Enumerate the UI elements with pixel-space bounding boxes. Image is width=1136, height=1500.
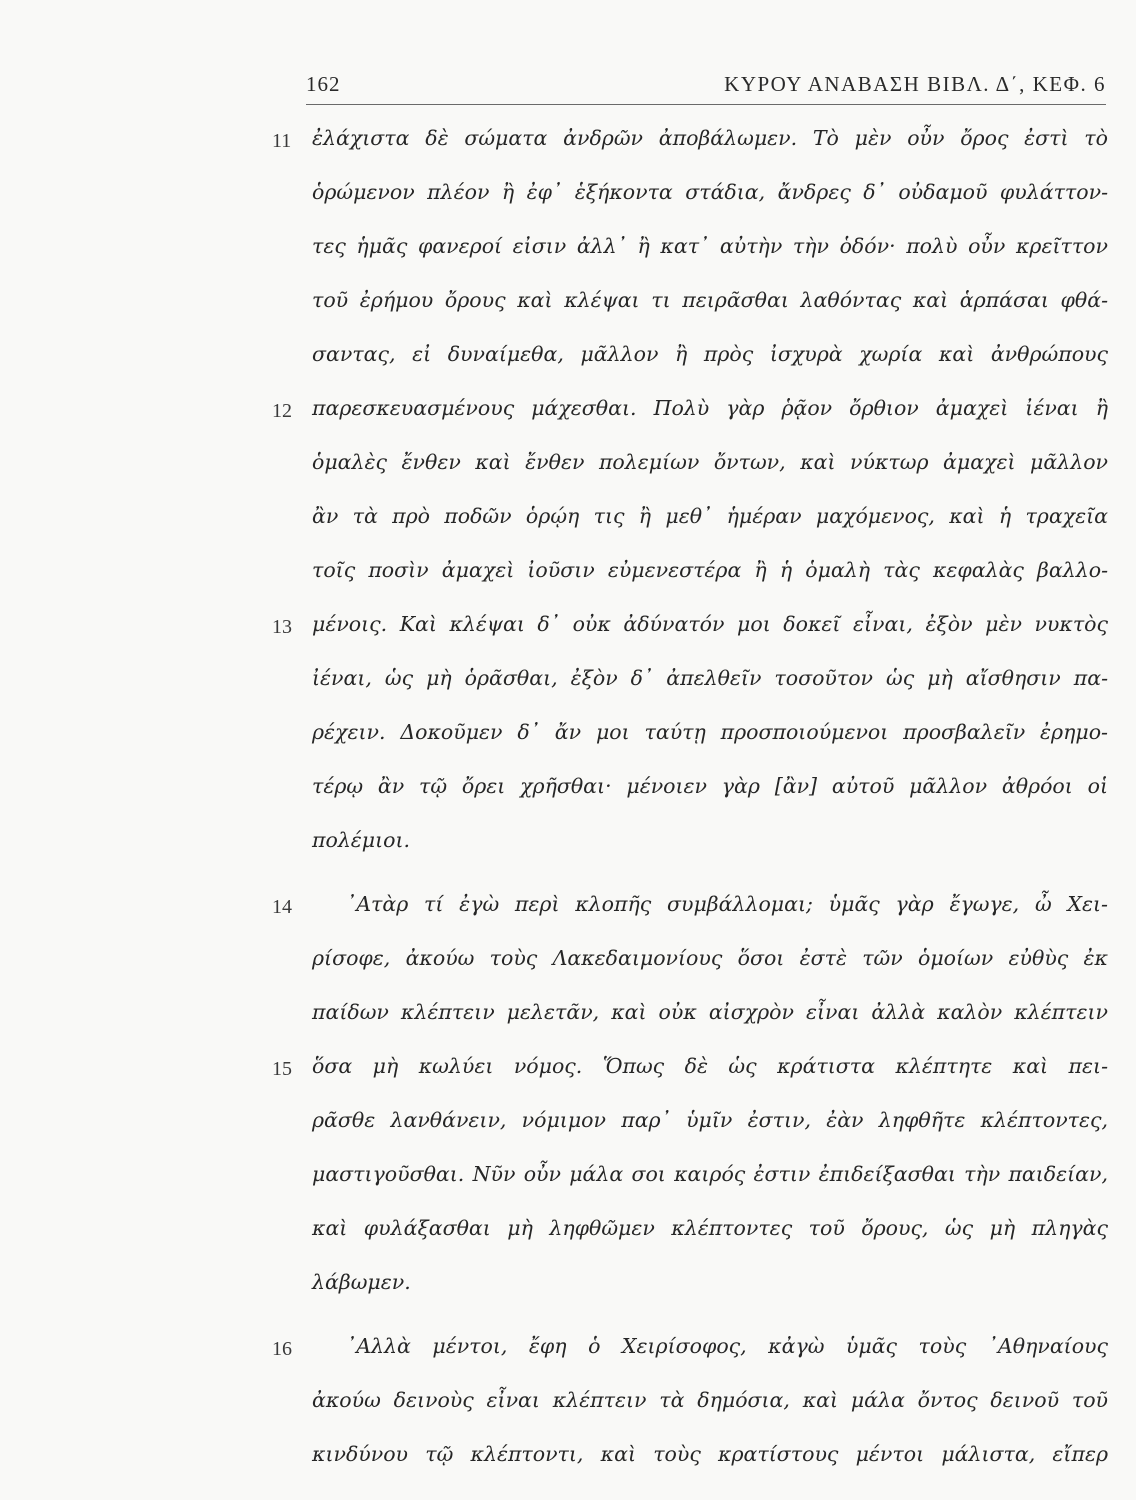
text-line	[0, 396, 1136, 454]
line-text: ὁμαλὲς ἔνθεν καὶ ἔνθεν πολεμίων ὄντων, καὶ νύκτωρ ἀμαχεὶ μᾶλλον	[312, 450, 1108, 474]
text-line	[0, 1388, 1136, 1446]
text-line	[0, 288, 1136, 346]
text-line	[0, 720, 1136, 778]
line-text: καὶ φυλάξασθαι μὴ ληφθῶμεν κλέπτοντες τοῦ ὄρους, ὡς μὴ πληγὰς	[312, 1216, 1108, 1240]
text-line	[0, 946, 1136, 1004]
page-number: 162	[306, 72, 341, 96]
text-line	[0, 1442, 1136, 1500]
page-header	[306, 70, 1106, 105]
text-line	[0, 1000, 1136, 1058]
section-number: 16	[272, 1338, 292, 1360]
line-text: ἂν τὰ πρὸ ποδῶν ὁρῴη τις ἢ μεθ᾿ ἡμέραν μαχόμενος, καὶ ἡ τραχεῖα	[312, 504, 1108, 528]
text-line	[0, 126, 1136, 184]
line-text: ρᾶσθε λανθάνειν, νόμιμον παρ᾿ ὑμῖν ἐστιν, ἐὰν ληφθῆτε κλέπτοντες,	[312, 1108, 1108, 1132]
line-text: ἐλάχιστα δὲ σώματα ἀνδρῶν ἀποβάλωμεν. Τὸ μὲν οὖν ὄρος ἐστὶ τὸ	[312, 126, 1108, 150]
line-text: ἀκούω δεινοὺς εἶναι κλέπτειν τὰ δημόσια, καὶ μάλα ὄντος δεινοῦ τοῦ	[312, 1388, 1108, 1412]
section-number: 14	[272, 896, 292, 918]
text-line	[0, 450, 1136, 508]
text-line	[0, 774, 1136, 832]
text-line	[0, 558, 1136, 616]
section-number: 12	[272, 400, 292, 422]
body-text	[0, 126, 1136, 1500]
line-text: τέρῳ ἂν τῷ ὄρει χρῆσθαι· μένοιεν γὰρ [ἂν] αὐτοῦ μᾶλλον ἀθρόοι οἱ	[312, 774, 1108, 798]
text-line	[0, 1334, 1136, 1392]
line-text: ἰέναι, ὡς μὴ ὁρᾶσθαι, ἐξὸν δ᾿ ἀπελθεῖν τοσοῦτον ὡς μὴ αἴσθησιν πα-	[312, 666, 1108, 690]
line-text: μαστιγοῦσθαι. Νῦν οὖν μάλα σοι καιρός ἐστιν ἐπιδείξασθαι τὴν παιδείαν,	[312, 1162, 1108, 1186]
line-text: πολέμιοι.	[312, 828, 411, 852]
section-number: 11	[272, 130, 292, 152]
text-line	[0, 234, 1136, 292]
section-number: 13	[272, 616, 292, 638]
line-text: ρέχειν. Δοκοῦμεν δ᾿ ἄν μοι ταύτῃ προσποιούμενοι προσβαλεῖν ἐρημο-	[312, 720, 1108, 744]
text-line	[0, 1270, 1136, 1328]
line-text: λάβωμεν.	[312, 1270, 411, 1294]
line-text: ὅσα μὴ κωλύει νόμος. Ὅπως δὲ ὡς κράτιστα κλέπτητε καὶ πει-	[312, 1054, 1108, 1078]
line-text: παίδων κλέπτειν μελετᾶν, καὶ οὐκ αἰσχρὸν εἶναι ἀλλὰ καλὸν κλέπτειν	[312, 1000, 1108, 1024]
line-text: σαντας, εἰ δυναίμεθα, μᾶλλον ἢ πρὸς ἰσχυρὰ χωρία καὶ ἀνθρώπους	[312, 342, 1108, 366]
text-line	[0, 1054, 1136, 1112]
text-line	[0, 828, 1136, 886]
text-line	[0, 1162, 1136, 1220]
line-text: ᾿Αλλὰ μέντοι, ἔφη ὁ Χειρίσοφος, κἀγὼ ὑμᾶς τοὺς ᾿Αθηναίους	[346, 1334, 1108, 1358]
line-text: τοῦ ἐρήμου ὄρους καὶ κλέψαι τι πειρᾶσθαι λαθόντας καὶ ἁρπάσαι φθά-	[312, 288, 1108, 312]
text-line	[0, 892, 1136, 950]
running-head: ΚΥΡΟΥ ΑΝΑΒΑΣΗ ΒΙΒΛ. Δ΄, ΚΕΦ. 6	[724, 72, 1106, 96]
line-text: ᾿Ατὰρ τί ἐγὼ περὶ κλοπῆς συμβάλλομαι; ὑμᾶς γὰρ ἔγωγε, ὦ Χει-	[346, 892, 1108, 916]
text-line	[0, 666, 1136, 724]
line-text: κινδύνου τῷ κλέπτοντι, καὶ τοὺς κρατίστους μέντοι μάλιστα, εἴπερ	[312, 1442, 1108, 1466]
text-line	[0, 1108, 1136, 1166]
line-text: μένοις. Καὶ κλέψαι δ᾿ οὐκ ἀδύνατόν μοι δοκεῖ εἶναι, ἐξὸν μὲν νυκτὸς	[312, 612, 1108, 636]
line-text: τες ἡμᾶς φανεροί εἰσιν ἀλλ᾿ ἢ κατ᾿ αὐτὴν τὴν ὁδόν· πολὺ οὖν κρεῖττον	[312, 234, 1108, 258]
section-number: 15	[272, 1058, 292, 1080]
text-line	[0, 342, 1136, 400]
line-text: τοῖς ποσὶν ἀμαχεὶ ἰοῦσιν εὐμενεστέρα ἢ ἡ ὁμαλὴ τὰς κεφαλὰς βαλλο-	[312, 558, 1108, 582]
line-text: παρεσκευασμένους μάχεσθαι. Πολὺ γὰρ ῥᾷον ὄρθιον ἀμαχεὶ ἰέναι ἢ	[312, 396, 1108, 420]
text-line	[0, 504, 1136, 562]
text-line	[0, 612, 1136, 670]
text-line	[0, 180, 1136, 238]
line-text: ρίσοφε, ἀκούω τοὺς Λακεδαιμονίους ὅσοι ἐστὲ τῶν ὁμοίων εὐθὺς ἐκ	[312, 946, 1108, 970]
text-line	[0, 1216, 1136, 1274]
line-text: ὁρώμενον πλέον ἢ ἐφ᾿ ἑξήκοντα στάδια, ἄνδρες δ᾿ οὐδαμοῦ φυλάττον-	[312, 180, 1108, 204]
